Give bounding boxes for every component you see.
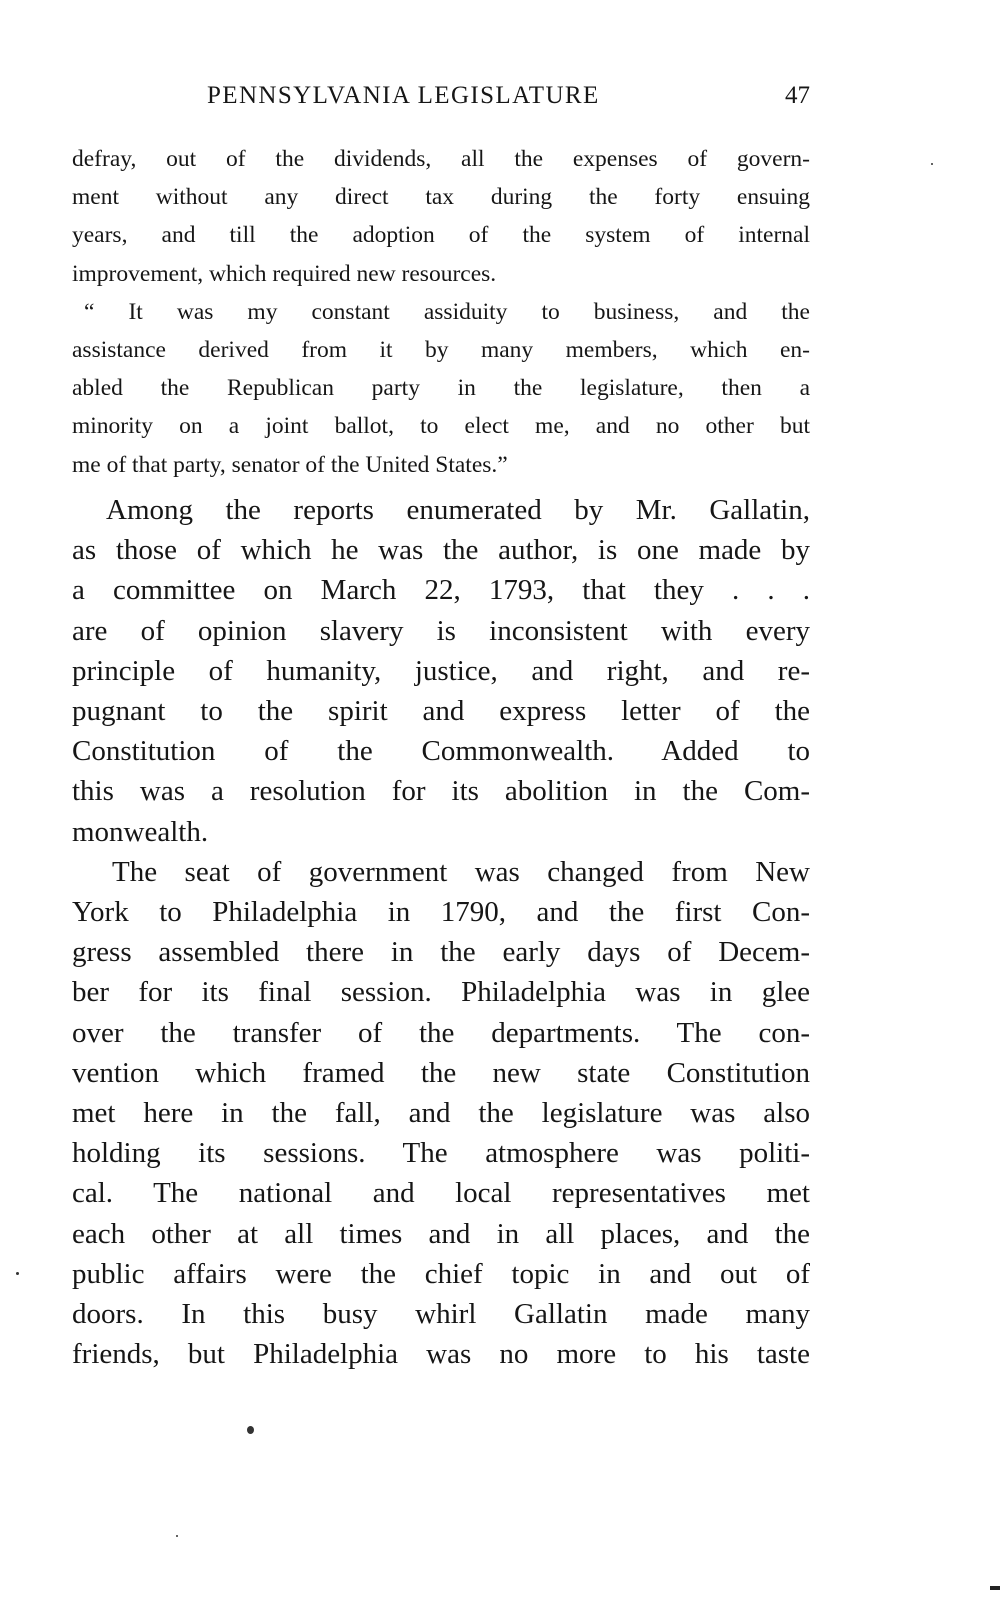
text-line: years, and till the adoption of the system of internal (72, 222, 810, 249)
edge-mark (990, 1586, 1000, 1590)
text-line: ber for its final session. Philadelphia was in glee (72, 976, 810, 1009)
quoted-passage (72, 140, 810, 484)
text-line: each other at all times and in all places, and the (72, 1217, 810, 1250)
paragraph (72, 852, 810, 1375)
text-line: principle of humanity, justice, and right, and re- (72, 654, 810, 687)
text-line: are of opinion slavery is inconsistent with every (72, 614, 810, 647)
text-line: a committee on March 22, 1793, that they . . . (72, 574, 810, 607)
text-line: monwealth. (72, 815, 209, 848)
text-line: ment without any direct tax during the forty ensuing (72, 184, 810, 211)
ink-speck (16, 1272, 19, 1275)
text-line: abled the Republican party in the legislature, then a (72, 375, 810, 402)
ink-speck (247, 1426, 254, 1434)
text-line: me of that party, senator of the United States.” (72, 451, 508, 478)
text-line: improvement, which required new resources. (72, 260, 497, 287)
text-line: vention which framed the new state Constitution (72, 1056, 810, 1089)
text-line: doors. In this busy whirl Gallatin made many (72, 1298, 810, 1331)
text-line: defray, out of the dividends, all the expenses of govern- (72, 146, 810, 172)
ink-speck (176, 1535, 178, 1537)
text-line: The seat of government was changed from New (112, 855, 810, 888)
body-text (72, 490, 810, 1374)
text-line: Constitution of the Commonwealth. Added to (72, 735, 810, 768)
text-line: York to Philadelphia in 1790, and the first Con- (72, 896, 810, 929)
text-line: met here in the fall, and the legislature was also (72, 1097, 810, 1130)
page-header (72, 82, 810, 122)
page-number: 47 (785, 82, 810, 109)
text-line: friends, but Philadelphia was no more to his taste (72, 1338, 810, 1371)
text-line: “ It was my constant assiduity to business, and the (84, 298, 810, 325)
running-title: PENNSYLVANIA LEGISLATURE (207, 82, 600, 109)
text-line: minority on a joint ballot, to elect me, and no other but (72, 413, 810, 440)
paragraph (72, 490, 810, 852)
text-line: as those of which he was the author, is one made by (72, 534, 810, 567)
text-line: over the transfer of the departments. The con- (72, 1016, 810, 1049)
text-line: pugnant to the spirit and express letter of the (72, 695, 810, 728)
text-line: assistance derived from it by many members, which en- (72, 337, 810, 364)
text-line: Among the reports enumerated by Mr. Gallatin, (106, 494, 810, 526)
ink-speck (931, 163, 933, 165)
text-line: cal. The national and local representatives met (72, 1177, 810, 1210)
text-line: gress assembled there in the early days of Decem- (72, 936, 810, 969)
text-line: this was a resolution for its abolition in the Com- (72, 775, 810, 808)
text-line: public affairs were the chief topic in and out of (72, 1257, 810, 1290)
text-line: holding its sessions. The atmosphere was politi- (72, 1137, 810, 1170)
